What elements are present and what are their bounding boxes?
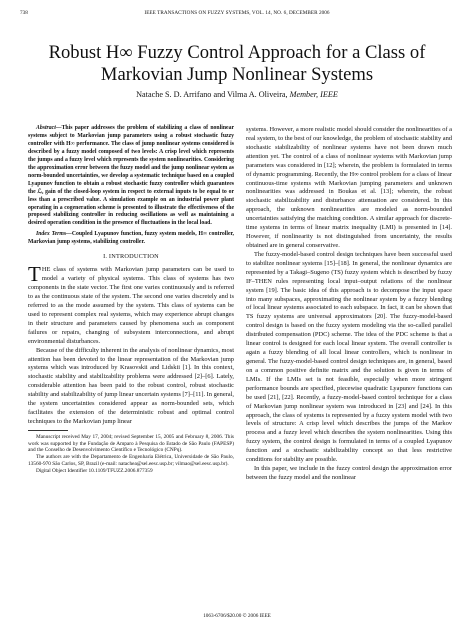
author-line (28, 90, 446, 100)
author-role: Member, IEEE (289, 90, 338, 99)
intro-paragraph-2: Because of the difficulty inherent in the analysis of nonlinear dynamics, most attention has been devoted to the linear representation of the Markovian jump systems which was introduced by Krasovskii and Lidskii [1]. In this context, stochastic stability and stabilizability problems were addressed [2]–[6]. Lately, considerable attention has been paid to the robust control, robust stochastic stability and stabilizability of jump linear uncertain systems [7]–[11]. In general, the system uncertainties considered appear as norm-bounded sets, which facilitates the extension of the deterministic robust and optimal control techniques to the Markovian jump linear (28, 346, 234, 425)
footnote-doi: Digital Object Identifier 10.1109/TFUZZ.2006.877359 (36, 467, 153, 474)
body-paragraph-1: systems. However, a more realistic model should consider the nonlinearities of a real system, to the best of our knowledge, the problem of stochastic stability and stochastic stabilizability of nonlinear systems have not been drawn much attention yet. The control of a class of nonlinear systems with Markovian jump parameters was considered in [12]; wherein, the problem is formulated in terms of dynamic programming. Recently, the H∞ control problem for a class of linear continuous-time systems with Markovian jumping parameters and unknown nonlinearities was addressed in Boukas et al. [13]; wherein, the robust stochastic stabilizability and disturbance attenuation are considered. In this approach, the unknown nonlinearities are modeled as norm-bounded uncertainties satisfying the matching condition. A similar approach for discrete-time systems in terms of linear matrix inequality (LMI) is presented in [14]. However, if nonlinearity is not distinguished from uncertainty, the results obtained are in general conservative. (246, 126, 452, 249)
section-heading: I. INTRODUCTION (103, 253, 159, 261)
index-terms-label: Index Terms— (36, 231, 72, 238)
right-column (246, 126, 452, 483)
abstract (28, 125, 234, 228)
journal-header: IEEE TRANSACTIONS ON FUZZY SYSTEMS, VOL. 14, NO. 6, DECEMBER 2006 (144, 10, 330, 16)
body-paragraph-2: The fuzzy-model-based control design techniques have been successful used to stabilize nonlinear systems [15]–[18]. In general, the nonlinear dynamics are represented by a Takagi–Sugeno (TS) fuzzy system which is described by fuzzy IF–THEN rules representing local input–output relations of the nonlinear system [19]. The basic idea of this approach is to decompose the input space into many subspaces, approximating the nonlinear system by a fuzzy blending of local linear systems associated to each subspace. In fact, it can be shown that TS fuzzy systems are universal approximators [20]. The fuzzy-model-based control design is based on the fuzzy system modeling via the so-called parallel distributed compensation (PDC) scheme. The idea of the PDC scheme is that a linear control is designed for each local linear system. The overall controller is again a fuzzy blending of all local linear controllers, which is nonlinear in general. The fuzzy-model-based control design techniques are, in general, based on a common positive definite matrix and the solution is given in terms of LMIs. If the LMIs set is not feasible, especially when more stringent performance bounds are specified, piecewise quadratic Lyapunov functions can be used [21], [22]. Recently, a fuzzy-model-based control technique for a class of Markovian jump nonlinear system was introduced in [23] and [24]. In this approach, the class of systems is represented by a fuzzy system model with two levels of structure: A crisp level which describes the jumps of the Markov process and a fuzzy level which describes the system nonlinearities. Using this fuzzy system, the control design is formulated in terms of a coupled Lyapunov function and a stochastic stabilizability concept so that less restrictive conditions for stability are possible. (246, 250, 452, 464)
copyright-footer: 1063-6706/$20.00 © 2006 IEEE (203, 613, 271, 619)
running-head (20, 10, 454, 19)
left-column (28, 125, 234, 474)
abstract-label: Abstract— (36, 125, 62, 131)
author-names: Natache S. D. Arrifano and Vilma A. Oliveira, (136, 90, 290, 99)
intro-paragraph-1: THE class of systems with Markovian jump parameters can be used to model a variety of physical systems. This class of systems has two components in the state vector. The first one varies continuously and is referred to as the continuous state of the system. The second one varies discretely and is referred to as the mode assumed by the system. This class of systems can be used to represent complex real systems, which may experience abrupt changes in their structure and parameters caused by phenomena such as component failures or repairs, changing of subsystem interconnections, and abrupt environmental disturbances. (28, 262, 234, 345)
index-terms (28, 231, 234, 247)
footnote-divider (28, 430, 68, 431)
body-paragraph-3: In this paper, we include in the fuzzy control design the approximation error between the fuzzy model and the nonlinear (246, 465, 452, 481)
abstract-text: This paper addresses the problem of stabilizing a class of nonlinear systems subject to Markovian jump parameters using a robust stochastic fuzzy controller with H∞ performance. The class of jump nonlinear systems considered is described by a fuzzy model composed of two levels: A crisp level which represents the jumps and a fuzzy level which represents the system nonlinearities. Considering the approximation error between the fuzzy model and the jump nonlinear system as norm-bounded uncertainties, we develop a systematic technique based on a coupled Lyapunov function to obtain a robust stochastic fuzzy controller which guarantees the ℒ₂ gain of the closed-loop system in respect to external inputs to be equal to or less than a prescribed value. A simulation example on an industrial power plant operating in a cogeneration scheme is presented to illustrate the effectiveness of the proposed stabilizing controller in reducing oscillations as well as maintaining a desired operation condition in the presence of fluctuations in the local load. (28, 125, 234, 227)
footnote-received: Manuscript received May 17, 2004; revised September 15, 2005 and February 8, 2006. This work was supported by the Fundação de Amparo à Pesquisa do Estado de São Paulo (FAPESP) and the Conselho de Desenvolvimento Científico e Tecnológico (CNPq). (28, 433, 234, 454)
paper-title: Robust H∞ Fuzzy Control Approach for a Class of Markovian Jump Nonlinear Systems (48, 42, 426, 85)
page-number: 738 (20, 10, 28, 16)
footnote-affiliation: The authors are with the Departamento de Engenharia Elétrica, Universidade de São Paulo, 13560-970 São Carlos, SP, Brazil (e-mail: natachea@sel.eesc.usp.br; vilmao@sel.eesc.usp.br). (28, 454, 234, 467)
index-terms-text: Coupled Lyapunov function, fuzzy system models, H∞ controller, Markovian jump systems, stabilizing controller. (28, 231, 234, 246)
